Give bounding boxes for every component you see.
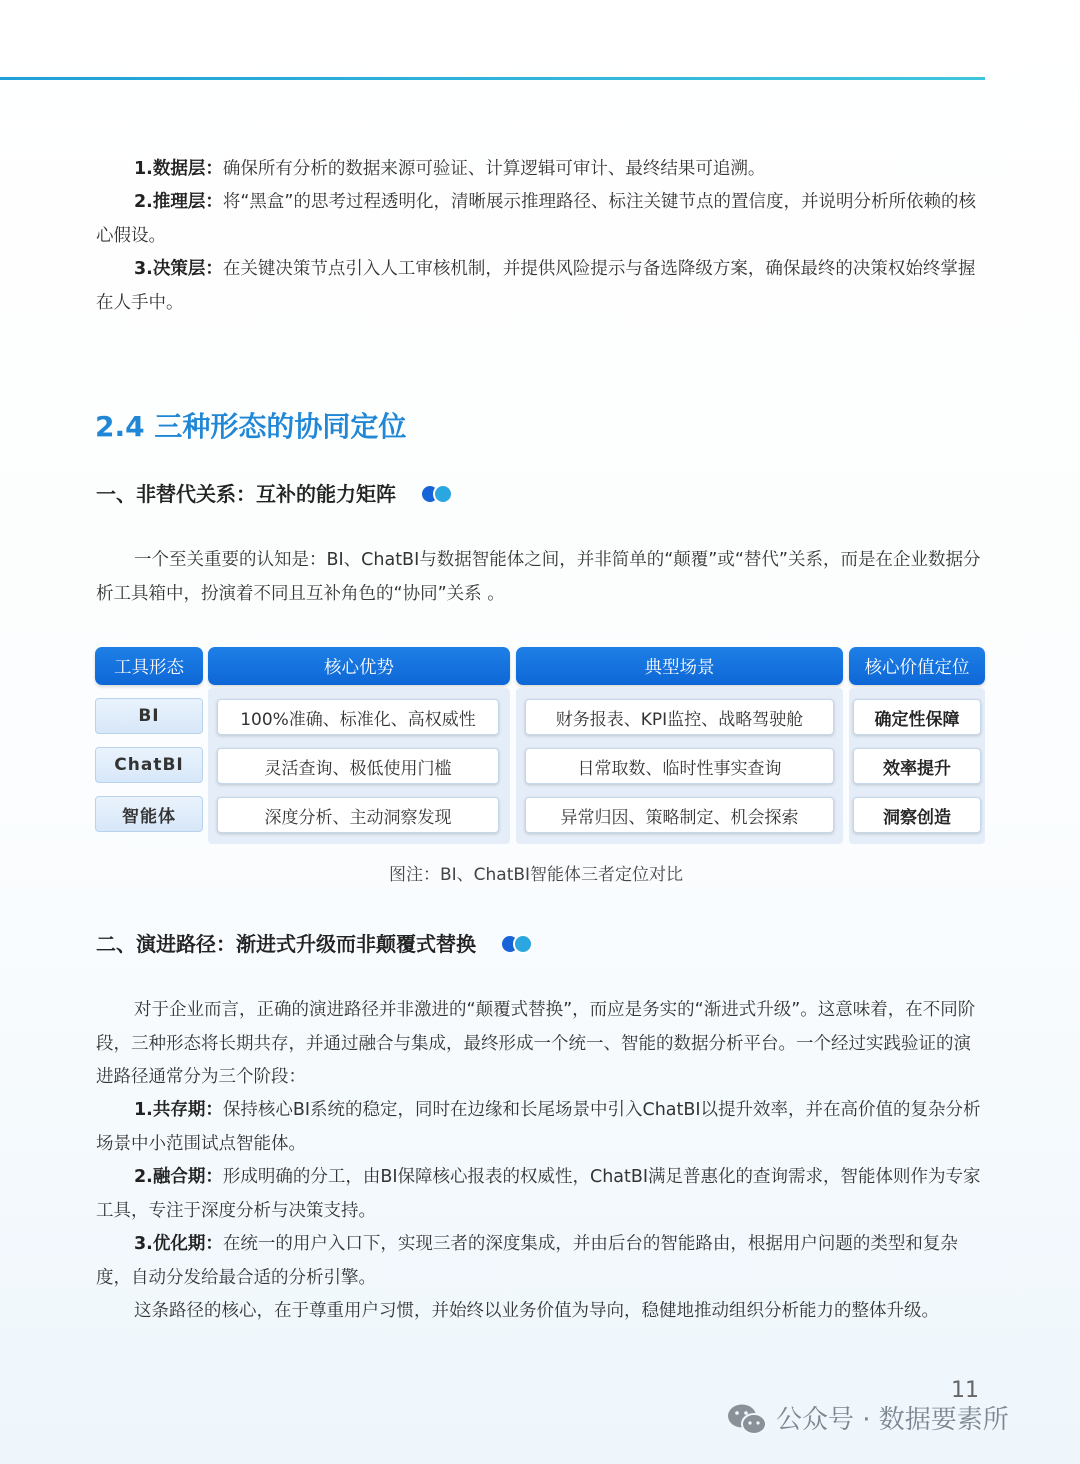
subsection-1-heading — [96, 480, 452, 508]
subsection-2-title: 二、演进路径：渐进式升级而非颠覆式替换 — [96, 932, 476, 956]
intro-item-2: 2.推理层：将“黑盒”的思考过程透明化，清晰展示推理路径、标注关键节点的置信度，并说明分析所依赖的核心假设。 — [96, 192, 976, 246]
table-row-2-scene: 日常取数、临时性事实查询 — [525, 748, 834, 784]
subsection-2-paragraph-1: 对于企业而言，正确的演进路径并非激进的“颠覆式替换”，而应是务实的“渐进式升级”。这意味着，在不同阶段，三种形态将长期共存，并通过融合与集成，最终形成一个统一、智能的数据分析平台。一个经过实践验证的演进路径通常分为三个阶段： — [96, 1000, 976, 1087]
table-row-1-advantage: 100%准确、标准化、高权威性 — [217, 699, 499, 735]
page-number: 11 — [951, 1378, 979, 1403]
section-title: 2.4 三种形态的协同定位 — [95, 410, 407, 443]
table-row-2-value: 效率提升 — [853, 748, 981, 784]
intro-item-1: 1.数据层：确保所有分析的数据来源可验证、计算逻辑可审计、最终结果可追溯。 — [134, 159, 766, 179]
watermark-text: 公众号 · 数据要素所 — [776, 1405, 1009, 1435]
subsection-1-title: 一、非替代关系：互补的能力矩阵 — [96, 482, 396, 506]
table-header-tool: 工具形态 — [95, 647, 203, 685]
stage-3: 3.优化期：在统一的用户入口下，实现三者的深度集成，并由后台的智能路由，根据用户问题的类型和复杂度，自动分发给最合适的分析引擎。 — [96, 1234, 958, 1288]
toggle-icon — [422, 485, 452, 503]
table-row-2-advantage: 灵活查询、极低使用门槛 — [217, 748, 499, 784]
intro-item-3: 3.决策层：在关键决策节点引入人工审核机制，并提供风险提示与备选降级方案，确保最终的决策权始终掌握在人手中。 — [96, 259, 976, 313]
stage-2: 2.融合期：形成明确的分工，由BI保障核心报表的权威性，ChatBI满足普惠化的查询需求，智能体则作为专家工具，专注于深度分析与决策支持。 — [96, 1167, 981, 1221]
table-header-value: 核心价值定位 — [849, 647, 985, 685]
table-row-3-advantage: 深度分析、主动洞察发现 — [217, 797, 499, 833]
table-row-2-name: ChatBI — [95, 747, 203, 783]
watermark — [726, 1400, 1009, 1440]
top-divider — [0, 77, 985, 80]
table-caption: 图注：BI、ChatBI智能体三者定位对比 — [388, 865, 684, 885]
subsection-2-heading — [96, 930, 532, 958]
stage-1: 1.共存期：保持核心BI系统的稳定，同时在边缘和长尾场景中引入ChatBI以提升效率，并在高价值的复杂分析场景中小范围试点智能体。 — [96, 1100, 981, 1154]
table-row-1-scene: 财务报表、KPI监控、战略驾驶舱 — [525, 699, 834, 735]
table-row-3-name: 智能体 — [95, 796, 203, 832]
toggle-icon — [502, 935, 532, 953]
subsection-1-paragraph: 一个至关重要的认知是：BI、ChatBI与数据智能体之间，并非简单的“颠覆”或“替代”关系，而是在企业数据分析工具箱中，扮演着不同且互补角色的“协同”关系 。 — [96, 550, 981, 604]
table-row-1-value: 确定性保障 — [853, 699, 981, 735]
table-row-1-name: BI — [95, 698, 203, 734]
wechat-icon — [726, 1402, 768, 1438]
table-header-advantage: 核心优势 — [208, 647, 510, 685]
table-row-3-scene: 异常归因、策略制定、机会探索 — [525, 797, 834, 833]
table-row-3-value: 洞察创造 — [853, 797, 981, 833]
table-header-scene: 典型场景 — [516, 647, 843, 685]
subsection-2-paragraph-2: 这条路径的核心，在于尊重用户习惯，并始终以业务价值为导向，稳健地推动组织分析能力的整体升级。 — [134, 1301, 939, 1321]
